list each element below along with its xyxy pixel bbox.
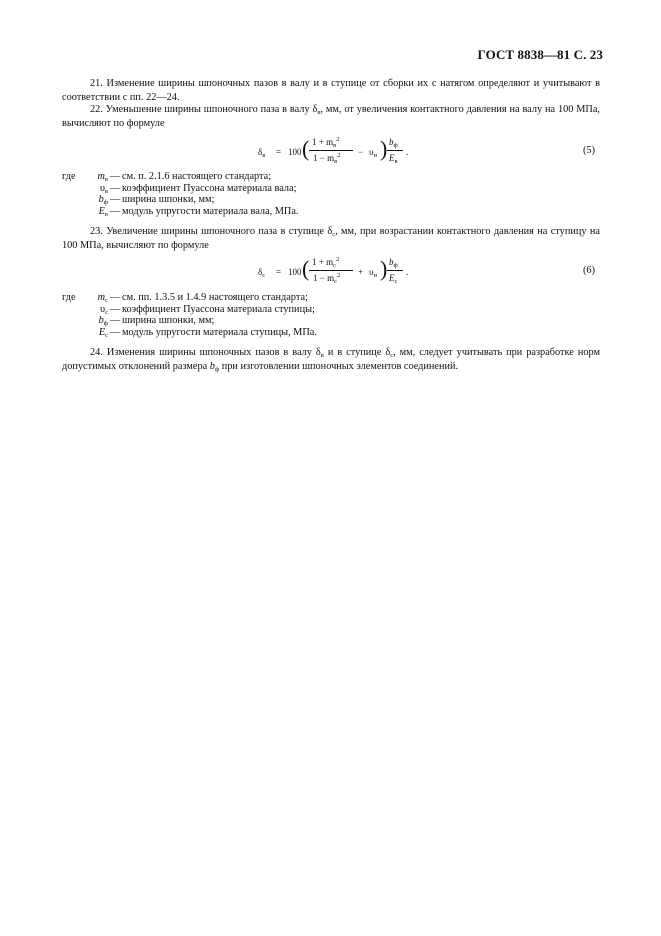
formula-5-close-paren: ): [380, 136, 388, 161]
legend-text: коэффициент Пуассона материала вала;: [122, 182, 297, 194]
formula-6-e: $E_с$: [389, 273, 398, 285]
paragraph-24-subscript-1: в: [320, 352, 324, 359]
paragraph-24-text: [62, 346, 600, 374]
formula-6-numerator: $1 + m_с^2$: [312, 256, 340, 269]
paragraph-23-part-a: 23. Увеличение ширины шпоночного паза в ступице δ: [90, 226, 333, 237]
legend-lead: где: [62, 171, 76, 182]
legend-symbol: $E_с$: [98, 326, 108, 339]
paragraph-24-symbol: b: [209, 361, 215, 372]
formula-6-nu: $\upsilon_н$: [369, 267, 377, 279]
paragraph-24-part-c: , мм, следует учитывать при разработке норм допустимых отклонений размера: [62, 347, 600, 372]
paragraph-22-part-b: , мм, от увеличения контактного давления на валу на 100 МПа, вычисляют по формуле: [62, 104, 600, 129]
paragraph-23-subscript: с: [332, 231, 336, 238]
legend-dash: —: [110, 292, 121, 303]
paragraph-23-text: [62, 225, 600, 253]
formula-6-open-paren: (: [302, 256, 310, 281]
formula-5-coefficient: 100: [288, 147, 302, 157]
formula-5-b: $b_ф$: [389, 137, 398, 149]
legend-dash: —: [110, 326, 121, 338]
legend-dash: —: [110, 303, 121, 315]
legend-text: модуль упругости материала вала, МПа.: [122, 205, 299, 217]
formula-6-close-paren: ): [380, 256, 388, 281]
formula-6: [0, 255, 661, 289]
paragraph-21-text: 21. Изменение ширины шпоночных пазов в валу и в ступице от сборки их с натягом определяют и учитывают в соответствии с пп. 22—24.: [62, 78, 600, 103]
paragraph-24-subscript-2: с: [390, 352, 394, 359]
formula-6-number: (6): [583, 265, 596, 276]
legend-dash: —: [110, 205, 121, 217]
legend-text: ширина шпонки, мм;: [122, 194, 215, 205]
paragraph-21: [62, 77, 600, 105]
formula-5-equals: =: [276, 147, 282, 157]
formula-6-operator: +: [358, 267, 364, 277]
paragraph-22-part-a: 22. Уменьшение ширины шпоночного паза в валу δ: [90, 104, 318, 115]
legend-symbol: $m_в$: [97, 171, 108, 183]
formula-5-denominator: $1 - m_в^2$: [313, 152, 341, 165]
legend-symbol: $\upsilon_в$: [99, 182, 108, 195]
formula-5-fraction-line: [309, 150, 353, 151]
formula-5-number: (5): [583, 145, 596, 156]
formula-5-e: $E_в$: [389, 153, 398, 165]
legend-lead: где: [62, 292, 76, 303]
formula-6-equals: =: [276, 267, 282, 277]
legend-text: см. п. 2.1.6 настоящего стандарта;: [122, 171, 272, 182]
formula-6-denominator: $1 - m_с^2$: [313, 272, 341, 285]
paragraph-24-subscript-3: ф: [214, 366, 220, 373]
legend-symbol: $b_ф$: [98, 194, 108, 206]
legend-text: модуль упругости материала ступицы, МПа.: [122, 326, 317, 338]
legend-symbol: $E_в$: [98, 205, 108, 218]
legend-symbol: $m_с$: [97, 292, 108, 304]
legend-dash: —: [110, 315, 121, 326]
legend-symbol: $\upsilon_с$: [100, 303, 108, 316]
legend-text: коэффициент Пуассона материала ступицы;: [122, 303, 315, 315]
paragraph-24: [62, 346, 600, 374]
formula-5-nu: $\upsilon_н$: [369, 147, 377, 159]
paragraph-24-part-d: при изготовлении шпоночных элементов соединений.: [219, 361, 459, 372]
legend-text: см. пп. 1.3.5 и 1.4.9 настоящего стандарта;: [122, 292, 308, 303]
paragraph-23-part-b: , мм, при возрастании контактного давления на ступицу на 100 МПа, вычисляют по формуле: [62, 226, 600, 251]
paragraph-24-part-b: и в ступице δ: [323, 347, 391, 358]
formula-5-open-paren: (: [302, 136, 310, 161]
formula-5-operator: −: [358, 147, 364, 157]
legend-dash: —: [110, 194, 121, 205]
paragraph-22: [62, 103, 600, 131]
legend-dash: —: [110, 182, 121, 194]
formula-5-lhs: $\delta_в$: [258, 147, 266, 159]
paragraph-23: [62, 225, 600, 253]
legend-dash: —: [110, 171, 121, 182]
legend-text: ширина шпонки, мм;: [122, 315, 215, 326]
formula-5-b-over-e-line: [387, 150, 403, 151]
paragraph-22-subscript: в: [317, 109, 321, 116]
formula-6-b-over-e-line: [387, 270, 403, 271]
page-header: ГОСТ 8838—81 С. 23: [477, 47, 603, 62]
formula-5: [0, 135, 661, 169]
formula-6-period: .: [406, 267, 409, 277]
formula-6-coefficient: 100: [288, 267, 302, 277]
formula-5-period: .: [406, 147, 409, 157]
formula-6-b: $b_ф$: [389, 257, 398, 269]
formula-6-fraction-line: [309, 270, 353, 271]
formula-5-numerator: $1 + m_в^2$: [312, 136, 340, 149]
paragraph-22-text: [62, 103, 600, 131]
formula-6-lhs: $\delta_с$: [258, 267, 266, 279]
paragraph-24-part-a: 24. Изменения ширины шпоночных пазов в валу δ: [90, 347, 321, 358]
legend-symbol: $b_ф$: [98, 315, 108, 327]
